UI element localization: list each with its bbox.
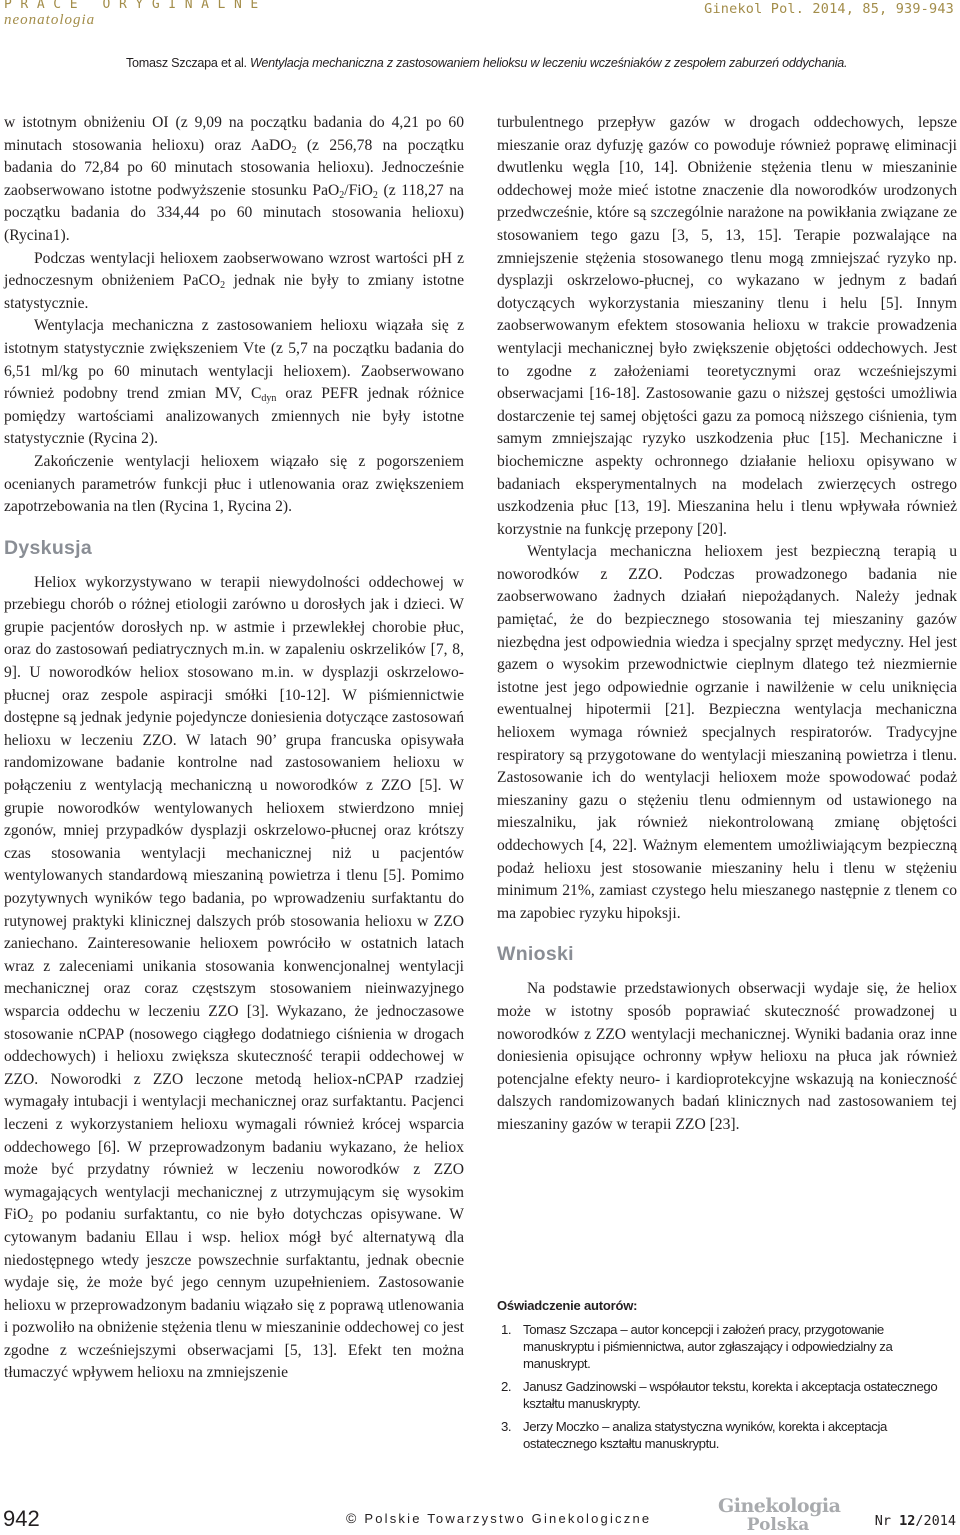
journal-reference: Ginekol Pol. 2014, 85, 939-943 (704, 1, 954, 17)
paragraph: Podczas wentylacji helioxem zaobserwowano wzrost wartości pH z jednoczesnym obniżeniem PaCO$_2$ jednak nie były to zmiany istotne statystycznie. (4, 249, 465, 312)
running-head-title: Wentylacja mechaniczna z zastosowaniem helioksu w leczeniu wcześniaków z zespołem zaburzeń oddychania. (250, 56, 848, 70)
heading-wnioski: Wnioski (497, 943, 574, 966)
author-item: 2. Janusz Gadzinowski – współautor tekstu, korekta i akceptacja ostatecznego kształtu manuskrypty. (501, 1379, 938, 1411)
heading-dyskusja: Dyskusja (4, 536, 93, 559)
journal-logo: Ginekologia Polska (718, 1495, 841, 1535)
paragraph: Wentylacja mechaniczna helioxem jest bezpieczną terapią u noworodków z ZZO. Podczas prowadzonego badania nie zaobserwowano żadnych działań niepożądanych. Należy jednak pamiętać, że do bezpiecznego stosowania tej mieszaniny gazów niezbędna jest odpowiednia wiedza i specjalny sprzęt medyczny. Hel jest gazem o wysokim przewodnictwie cieplnym dlatego też niezmiernie istotne jest jego odpowiednie ogrzanie i nawilżenie w celu uniknięcia ewentualnej hipotermii [21]. Bezpieczna wentylacja mechaniczna helioxem wymaga również specjalnych respiratorów. Tradycyjne respiratory są przygotowane do wentylacji mieszaniną powietrza i tlenu. Zastosowanie ich do wentylacji helioxem może spowodować podaż mieszaniny gazu o stężeniu tlenu odmiennym od ustawionego na mieszalniku, jak również niekontrolowaną zmianę objętości oddechowych [4, 22]. Ważnym elementem umożliwiającym bezpieczną podaż helioxu jest stosowanie mieszaniny helu i tlenu w stężeniu minimum 21%, zamiast czystego helu mieszanego następnie z tlenem co ma zapobiec ryzyku hipoksji. (497, 543, 957, 922)
paragraph: Heliox wykorzystywano w terapii niewydolności oddechowej w przebiegu chorób o różnej etiologii zarówno u dorosłych jak i dzieci. W grupie pacjentów dorosłych np. w astmie i przewlekłej chorobie płuc, oraz do zastosowań pediatrycznych m.in. w zapaleniu oskrzelików [7, 8, 9]. U noworodków heliox stosowano m.in. w dysplazji oskrzelowo-płucnej oraz zespole aspiracji smółki [10-12]. W piśmiennictwie dostępne są jednak jedynie pojedyncze doniesienia dotyczące zastosowań helioxu w leczeniu ZZO. W latach 90’ grupa francuska opisywała randomizowane badanie kontrolne nad zastosowaniem helioxu w połączeniu z wentylacją mechaniczną u noworodków z ZZO [5]. W grupie noworodków wentylowanych helioxem stwierdzono mniej zgonów, mniej przypadków dysplazji oskrzelowo-płucnej oraz krótszy czas stosowania wentylacji mechanicznej niż u pacjentów wentylowanych standardową mieszaniną powietrza i tlenu [5]. Pomimo pozytywnych wyników tego badania, po wprowadzeniu surfaktantu do rutynowej praktyki klinicznej dalszych prób stosowania helioxu w ZZO zaniechano. Zainteresowanie helioxem powróciło w ostatnich latach wraz z zaleceniami unikania stosowania konwencjonalnej wentylacji mechanicznej oraz coraz częstszym stosowaniem nieinwazyjnego wsparcia oddechu w leczeniu ZZO [3]. Wykazano, że jednoczasowe stosowanie nCPAP (nosowego ciągłego dodatniego ciśnienia w drogach oddechowych) i helioxu zwiększa skuteczność terapii oddechowej w ZZO. Noworodki z ZZO leczone metodą heliox-nCPAP rzadziej wymagały intubacji i wentylacji mechanicznej oraz surfaktantu. Pacjenci leczeni z wykorzystaniem helioxu wymagali również krócej wsparcia oddechowego [6]. W przeprowadzonym badaniu wykazano, że heliox może być przydatny również w leczeniu noworodków z ZZO wymagających wentylacji mechanicznej z utrzymującym się wysokim FiO$_2$ po podaniu surfaktantu, co nie było dotychczas opisywane. W cytowanym badaniu Ellau i wsp. heliox mógł być alternatywą dla niedostępnego wtedy jeszcze powszechnie surfaktantu, jednak obecnie wydaje się, że może być jego cennym uzupełnieniem. Zastosowanie helioxu w przeprowadzonym badaniu wiązało się z poprawą utlenowania i pozwoliło na obniżenie stężenia tlenu w mieszaninie oddechowej co jest zgodne z wcześniejszymi obserwacjami [5, 13]. Efekt ten można tłumaczyć wpływem helioxu na zmniejszenie (4, 573, 464, 1382)
copyright-icon: © (346, 1510, 357, 1526)
left-column (4, 112, 464, 1385)
paragraph: turbulentnego przepływ gazów w drogach oddechowych, lepsze mieszanie oraz dyfuzję gazów co powoduje również poprawę eliminacji dwutlenku węgla [10, 14]. Obniżenie stężenia tlenu w mieszaninie oddechowej może mieć istotne znaczenie dla noworodków urodzonych przedwcześnie, które są szczególnie narażone na powikłania związane ze stosowaniem tego gazu [3, 5, 13, 15]. Terapie pozwalające na zmniejszenie stężenia stosowanego tlenu mogą zmniejszać ryzyko np. dysplazji oskrzelowo-płucnej, co wykazano w jednym z badań dotyczących wykorzystania mieszaniny tlenu i helu [5]. Innym zaobserwowanym efektem stosowania helioxu w trakcie prowadzenia wentylacji mechanicznej było zwiększenie objętości oddechowych. Jest to zgodne z założeniami teoretycznymi oraz wcześniejszymi obserwacjami [16-18]. Zastosowanie gazu o niższej gęstości umożliwia dostarczenie tej samej objętości gazu za pomocą niższego ciśnienia, tym samym zmniejszając ryzyko uszkodzenia płuc [15]. Mechaniczne i biochemiczne aspekty ochronnego działanie helioxu opisywano w badaniach eksperymentalnych na modelach zwierzęcych ostrego uszkodzenia płuc [13, 19]. Mieszanina helu i tlenu wpływała również korzystnie na funkcję przepony [20]. (497, 114, 957, 538)
issue-number: Nr 12/2014 (874, 1513, 956, 1529)
author-item: 3. Jerzy Moczko – analiza statystyczna wyników, korekta i akceptacja ostatecznego kształtu manuskryptu. (501, 1419, 887, 1451)
page-number: 942 (3, 1506, 40, 1531)
section-label: PRACE ORYGINALNE (4, 0, 267, 12)
author-list (497, 1321, 957, 1452)
paragraph: Na podstawie przedstawionych obserwacji wydaje się, że heliox może w istotny sposób poprawiać skuteczność prowadzonej u noworodków z ZZO wentylacji mechanicznej. Wyniki badania oraz inne doniesienia opisujące ochronny wpływ helioxu na płuca jak również potencjalne efekty neuro- i kardioprotekcyjne wskazują na konieczność dalszych randomizowanych badań klinicznych nad zastosowaniem tej mieszaniny gazów w terapii ZZO [23]. (497, 980, 957, 1133)
author-statement-title: Oświadczenie autorów: (497, 1298, 638, 1313)
paragraph: Wentylacja mechaniczna z zastosowaniem helioxu wiązała się z istotnym statystycznie zwiększeniem Vte (z 5,7 na początku badania do 6,51 ml/kg po 60 minutach wentylacji helioxem). Zaobserwowano również podobny trend zmian MV, $C_{dyn}$ oraz PEFR jednak różnice pomiędzy wartościami analizowanych zmiennych nie były istotne statystycznie (Rycina 2). (4, 317, 464, 448)
section-subtitle: neonatologia (4, 12, 96, 28)
running-head (126, 56, 847, 70)
paragraph: Zakończenie wentylacji helioxem wiązało się z pogorszeniem ocenianych parametrów funkcji płuc i utlenowania oraz zwiększeniem zapotrzebowania na tlen (Rycina 1, Rycina 2). (4, 452, 464, 516)
publisher-name: Polskie Towarzystwo Ginekologiczne (364, 1511, 652, 1526)
author-statement (497, 1298, 957, 1458)
paragraph: w istotnym obniżeniu OI (z 9,09 na początku badania do 4,21 po 60 minutach stosowania helioxu) oraz AaDO$_2$ (z 256,78 na początku badania do 72,84 po 60 minutach stosowania helioxu). Jednocześnie zaobserwowano istotne podwyższenie stosunku PaO$_2$/FiO$_2$ (z 118,27 na początku badania do 334,44 po 60 minutach stosowania helioxu) (Rycina1). (4, 114, 464, 244)
author-item: 1. Tomasz Szczapa – autor koncepcji i założeń pracy, przygotowanie manuskryptu i piśmiennictwa, autor zgłaszający i odpowiedzialny za manuskrypt. (501, 1322, 893, 1371)
right-column (497, 112, 957, 1137)
copyright (346, 1510, 651, 1526)
running-head-authors: Tomasz Szczapa et al. (126, 56, 247, 70)
